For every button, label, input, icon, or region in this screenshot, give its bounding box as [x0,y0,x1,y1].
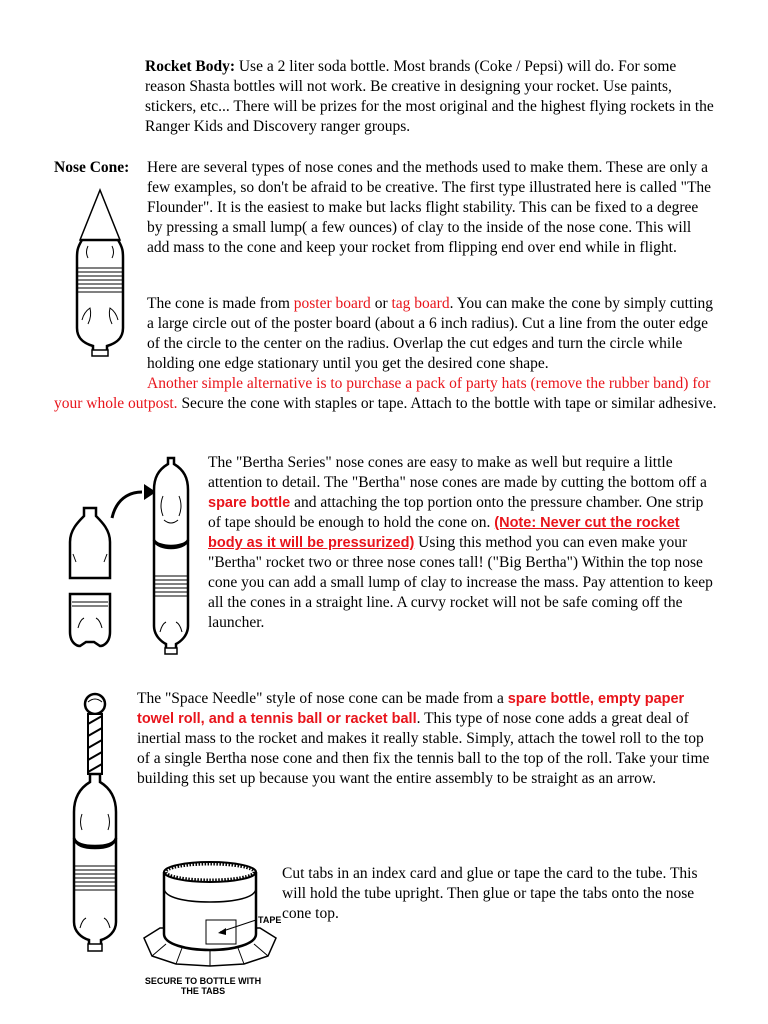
nose-cone-party-hat-paragraph: Another simple alternative is to purchase a pack of party hats (remove the rubber band) for your whole outpost. Secure the cone with staples or tape. Attach to the bottle with tape or similar adhesive. [54,375,717,412]
tag-board-highlight: tag board [391,295,450,312]
rocket-body-paragraph [145,57,717,137]
space-needle-paragraph: The "Space Needle" style of nose cone can be made from a spare bottle, empty paper towel roll, and a tennis ball or racket ball. This type of nose cone adds a great deal of inertial mass to the rocket and makes it really stable. Simply, attach the towel roll to the top of a single Bertha nose cone and then fix the tennis ball to the top of the roll. Take your time building this set up because you want the entire assembly to be straight as an arrow. [137,690,710,787]
bertha-paragraph: The "Bertha Series" nose cones are easy to make as well but require a little attention to detail. The "Bertha" nose cones are made by cutting the bottom off a spare bottle and attaching the top portion onto the pressure chamber. One strip of tape should be enough to hold the cone on. (Note: Never cut the rocket body as it will be pressurized) Using this method you can even make your "Bertha" rocket two or three nose cones tall! ("Big Bertha") Within the top nose cone you can add a small lump of clay to increase the mass. Pay attention to keep all the cones in a straight line. A curvy rocket will not be safe coming off the launcher. [208,454,713,631]
tabs-paragraph: Cut tabs in an index card and glue or tape the card to the tube. This will hold the tube upright. Then glue or tape the tabs onto the nose cone top. [282,865,698,922]
spare-bottle-highlight: spare bottle [208,495,291,511]
poster-board-highlight: poster board [293,295,371,312]
nose-cone-heading: Nose Cone: [54,159,130,176]
rocket-body-heading: Rocket Body: [145,58,235,75]
secure-caption-line-1: SECURE TO BOTTLE WITH [144,976,262,986]
rocket-body-text: Use a 2 liter soda bottle. Most brands (Coke / Pepsi) will do. For some reason Shasta bottles will not work. Be creative in designing your rocket. Use paints, stickers, etc... There will be prizes for the most original and the highest flying rockets in the Ranger Kids and Discovery ranger groups. [145,58,714,135]
tape-label: TAPE [258,915,282,925]
space-needle-illustration [70,690,120,954]
party-hat-highlight: Another simple alternative is to purchase a pack of party hats (remove the rubber band) for your whole outpost. [54,375,711,412]
pressurized-warning-note: (Note: Never cut the rocket body as it will be pressurized) [208,515,680,551]
bertha-series-illustration [64,456,204,656]
nose-cone-intro: Here are several types of nose cones and the methods used to make them. These are only a few examples, so don't be afraid to be creative. The first type illustrated here is called "The Flounder". It is the easiest to make but lacks flight stability. This can be fixed to a degree by pressing a small lump( a few ounces) of clay to the inside of the nose cone. This will add mass to the cone and keep your rocket from flipping end over end while in flight. [147,159,712,256]
nose-cone-material-paragraph: The cone is made from poster board or tag board. You can make the cone by simply cutting a large circle out of the poster board (about a 6 inch radius). Cut a line from the outer edge of the circle to the center on the radius. Overlap the cut edges and turn the circle while holding one edge stationary until you get the desired cone shape. [147,295,714,372]
flounder-rocket-illustration [76,188,126,360]
secure-caption-line-2: THE TABS [180,986,226,996]
space-needle-materials-highlight: spare bottle, empty paper towel roll, and a tennis ball or racket ball [137,691,685,727]
